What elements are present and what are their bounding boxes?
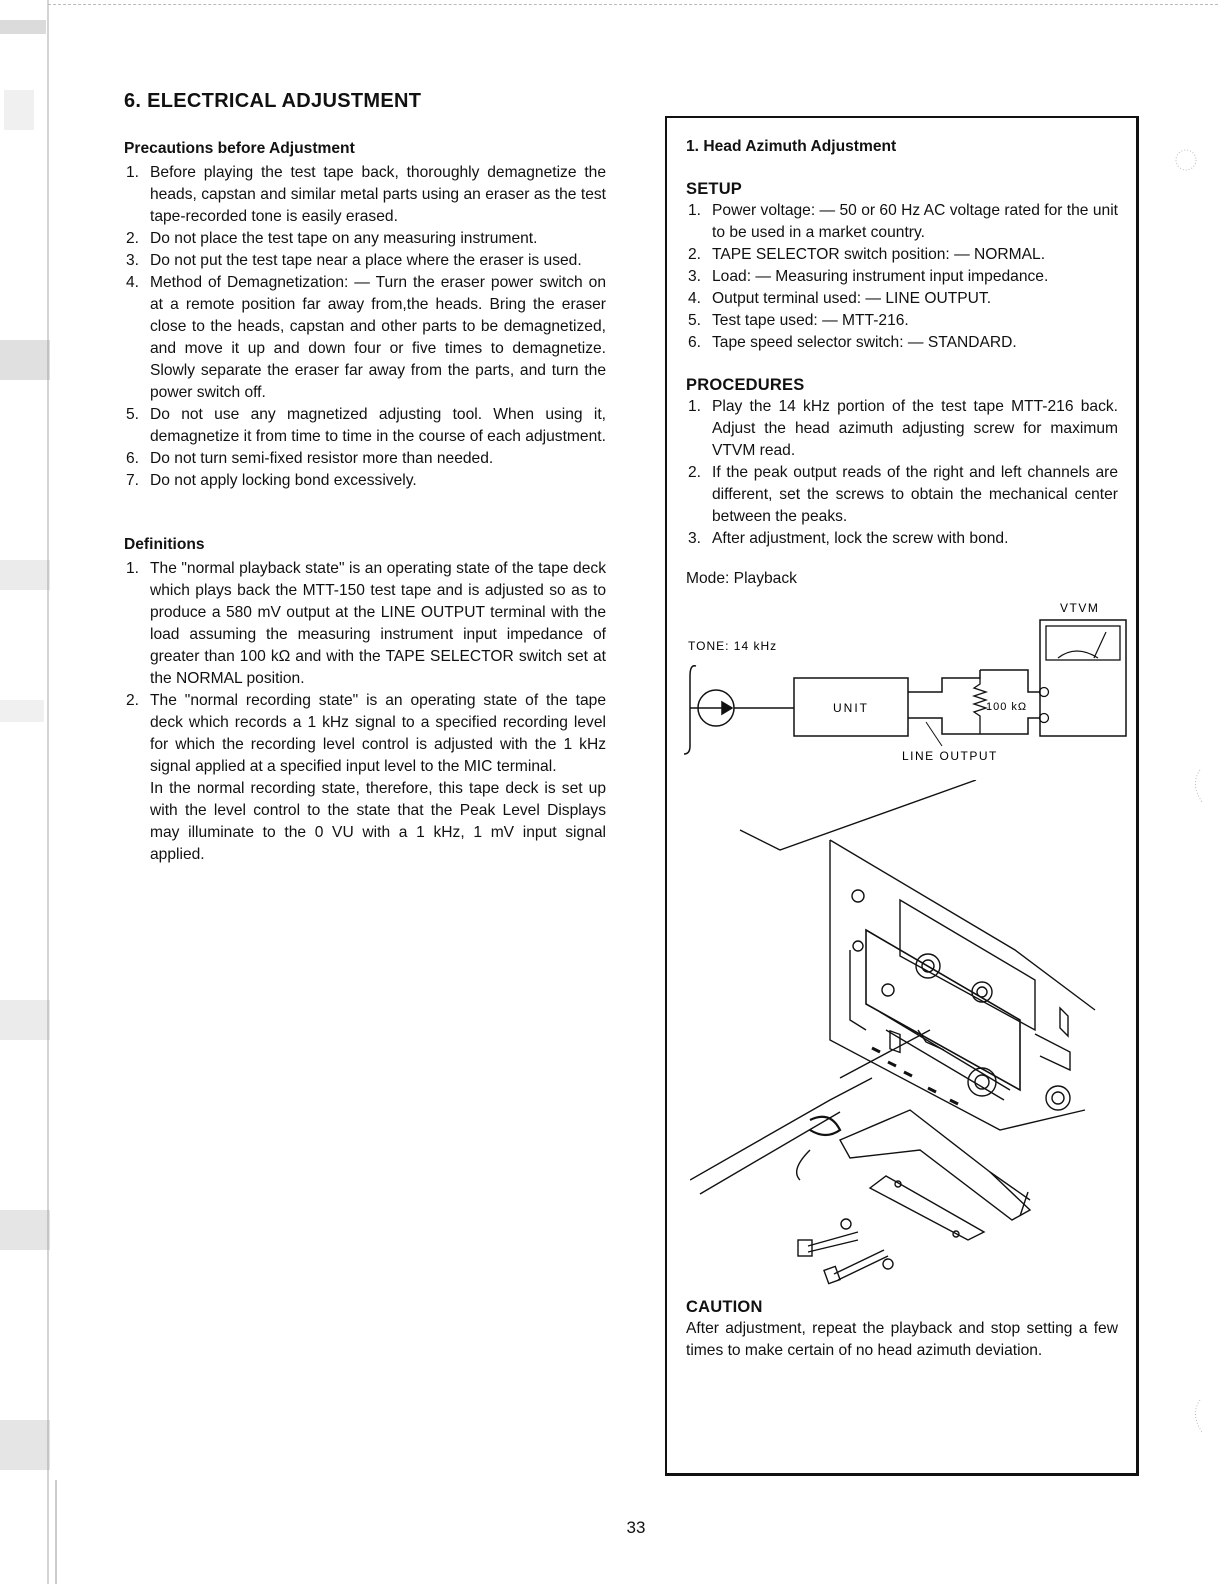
caution-text: After adjustment, repeat the playback and stop setting a few times to make certain of no head azimuth deviation. (686, 1320, 1118, 1359)
item-number: 2. (126, 230, 140, 247)
item-text: Before playing the test tape back, thoroughly demagnetize the heads, capstan and similar metal parts using an eraser as the test tape-recorded tone is easily erased. (150, 164, 606, 225)
list-item (124, 690, 606, 866)
section-title: 6. ELECTRICAL ADJUSTMENT (124, 90, 422, 112)
item-number: 7. (126, 472, 140, 489)
item-text: Power voltage: — 50 or 60 Hz AC voltage rated for the unit to be used in a market country. (712, 202, 1118, 241)
scan-edge-artifact (0, 0, 58, 1584)
list-item (686, 528, 1118, 550)
item-text: Tape speed selector switch: — STANDARD. (712, 334, 1017, 351)
list-item (124, 470, 606, 492)
vtvm-label: VTVM (1060, 601, 1100, 615)
caution-section (686, 1296, 1118, 1362)
item-text: Output terminal used: — LINE OUTPUT. (712, 290, 992, 307)
left-column (124, 138, 606, 866)
item-number: 2. (126, 692, 140, 709)
item-text: Method of Demagnetization: — Turn the eraser power switch on at a remote position far away from,the heads. Bring the eraser close to the heads, capstan and other parts to be demagnetized, and move it up and down four or five times to demagnetize. Slowly separate the eraser far away from the parts, and turn the power switch off. (150, 274, 606, 401)
azimuth-title: 1. Head Azimuth Adjustment (686, 138, 897, 155)
tone-label: TONE: 14 kHz (688, 639, 778, 653)
terminal-icon (1040, 688, 1049, 697)
item-text: Do not put the test tape near a place where the eraser is used. (150, 252, 582, 269)
item-number: 1. (688, 398, 702, 415)
precautions-list (124, 162, 606, 492)
list-item (124, 272, 606, 404)
item-text: Test tape used: — MTT-216. (712, 312, 909, 329)
line-output-label: LINE OUTPUT (902, 749, 998, 763)
list-item (124, 558, 606, 690)
terminal-icon (1040, 714, 1049, 723)
item-number: 6. (688, 334, 702, 351)
item-number: 2. (688, 464, 702, 481)
definitions-section (124, 534, 606, 866)
item-number: 3. (126, 252, 140, 269)
list-item (124, 228, 606, 250)
mode-label: Mode: Playback (686, 570, 797, 587)
setup-heading: SETUP (686, 180, 743, 198)
list-item (686, 266, 1118, 288)
list-item (686, 200, 1118, 244)
list-item (686, 244, 1118, 266)
item-number: 3. (688, 268, 702, 285)
item-text-continued: In the normal recording state, therefore, this tape deck is set up with the level control to the state that the Peak Level Displays may illuminate to the 0 VU with a 1 kHz, 1 mV input signal applied. (150, 780, 606, 863)
list-item (686, 310, 1118, 332)
item-text: Do not turn semi-fixed resistor more than needed. (150, 450, 494, 467)
item-text: The "normal recording state" is an operating state of the tape deck which records a 1 kHz signal to a specified recording level for which the recording level control is adjusted with the 1 kHz signal applied at a specified input level to the MIC terminal. (150, 692, 606, 775)
definitions-list (124, 558, 606, 866)
procedures-heading: PROCEDURES (686, 376, 805, 394)
signal-arrow-icon (690, 702, 732, 714)
definitions-heading: Definitions (124, 536, 205, 553)
setup-list (686, 200, 1118, 354)
list-item (124, 448, 606, 470)
item-number: 1. (688, 202, 702, 219)
list-item (124, 250, 606, 272)
tape-path-line (684, 666, 696, 754)
list-item (686, 396, 1118, 462)
item-number: 4. (688, 290, 702, 307)
unit-label: UNIT (833, 701, 869, 715)
item-number: 1. (126, 560, 140, 577)
item-text: Play the 14 kHz portion of the test tape MTT-216 back. Adjust the head azimuth adjusting screw for maximum VTVM read. (712, 398, 1118, 459)
scan-speck (1172, 140, 1212, 200)
resistor-label: 100 kΩ (986, 701, 1028, 713)
page-number: 33 (626, 1518, 646, 1537)
item-text: After adjustment, lock the screw with bond. (712, 530, 1009, 547)
item-number: 2. (688, 246, 702, 263)
item-number: 5. (688, 312, 702, 329)
list-item (124, 162, 606, 228)
item-text: Load: — Measuring instrument input impedance. (712, 268, 1049, 285)
scan-speck (1180, 760, 1220, 820)
list-item (686, 462, 1118, 528)
procedures-list (686, 396, 1118, 550)
item-number: 6. (126, 450, 140, 467)
item-text: The "normal playback state" is an operating state of the tape deck which plays back the MTT-150 test tape and is adjusted so as to produce a 580 mV output at the LINE OUTPUT terminal with the load assuming the measuring instrument input impedance of greater than 100 kΩ and with the TAPE SELECTOR switch set at the NORMAL position. (150, 560, 606, 687)
item-text: Do not apply locking bond excessively. (150, 472, 417, 489)
scan-top-line (48, 4, 1218, 5)
precautions-heading: Precautions before Adjustment (124, 140, 355, 157)
caution-heading: CAUTION (686, 1298, 763, 1316)
connection-diagram (680, 596, 1130, 776)
list-item (686, 288, 1118, 310)
head-azimuth-illustration (690, 780, 1130, 1285)
list-item (686, 332, 1118, 354)
item-text: Do not place the test tape on any measuring instrument. (150, 230, 538, 247)
line-output-pointer (926, 722, 942, 746)
item-number: 3. (688, 530, 702, 547)
item-text: TAPE SELECTOR switch position: — NORMAL. (712, 246, 1046, 263)
resistor-symbol (974, 678, 986, 734)
meter-needle-icon (1058, 632, 1106, 658)
item-text: Do not use any magnetized adjusting tool. When using it, demagnetize it from time to time in the course of each adjustment. (150, 406, 606, 445)
list-item (124, 404, 606, 448)
vtvm-meter-body (1040, 620, 1126, 736)
scan-speck (1180, 1390, 1220, 1450)
vtvm-meter-face (1046, 626, 1120, 660)
item-number: 4. (126, 274, 140, 291)
azimuth-adjustment-content (686, 136, 1118, 590)
item-number: 1. (126, 164, 140, 181)
precautions-section (124, 138, 606, 492)
item-number: 5. (126, 406, 140, 423)
item-text: If the peak output reads of the right and left channels are different, set the screws to obtain the mechanical center between the peaks. (712, 464, 1118, 525)
